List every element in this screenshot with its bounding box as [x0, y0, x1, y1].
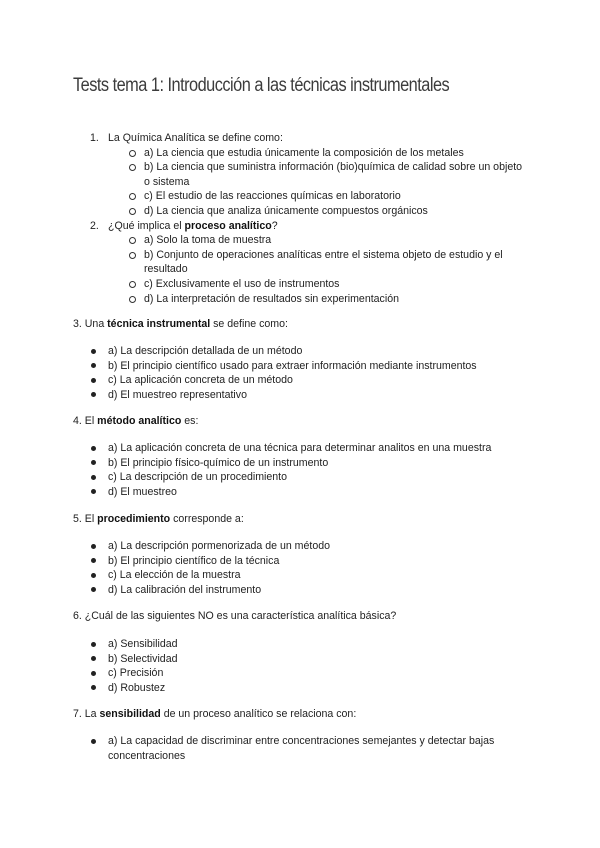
option-4c: c) La descripción de un procedimiento [0, 470, 600, 485]
bullet-icon [91, 378, 96, 383]
option-3a: a) La descripción detallada de un método [0, 344, 600, 359]
bullet-icon [91, 685, 96, 690]
bullet-icon [91, 446, 96, 451]
question-4-options [0, 441, 600, 499]
option-3c: c) La aplicación concreta de un método [0, 373, 600, 388]
question-text: 5. El procedimiento corresponde a: [73, 513, 244, 525]
hollow-bullet-icon [129, 164, 136, 171]
option-6c: c) Precisión [0, 666, 600, 681]
bullet-icon [91, 671, 96, 676]
question-text: 6. ¿Cuál de las siguientes NO es una característica analítica básica? [73, 610, 397, 622]
hollow-bullet-icon [129, 237, 136, 244]
option-1d: d) La ciencia que analiza únicamente compuestos orgánicos [0, 204, 600, 219]
option-2a: a) Solo la toma de muestra [0, 233, 600, 248]
option-1a: a) La ciencia que estudia únicamente la composición de los metales [0, 146, 600, 161]
question-3 [0, 317, 600, 332]
question-6 [0, 609, 600, 624]
bullet-icon [91, 573, 96, 578]
bullet-icon [91, 739, 96, 744]
option-4d: d) El muestreo [0, 485, 600, 500]
question-6-options [0, 637, 600, 695]
hollow-bullet-icon [129, 252, 136, 259]
hollow-bullet-icon [129, 208, 136, 215]
option-6d: d) Robustez [0, 681, 600, 696]
question-text: 3. Una técnica instrumental se define como: [73, 318, 288, 330]
option-3b: b) El principio científico usado para extraer información mediante instrumentos [0, 359, 600, 374]
question-7-options [0, 734, 600, 763]
option-6b: b) Selectividad [0, 652, 600, 667]
bullet-icon [91, 656, 96, 661]
question-text: 4. El método analítico es: [73, 415, 199, 427]
bullet-icon [91, 475, 96, 480]
question-5 [0, 512, 600, 527]
question-text: La Química Analítica se define como: [108, 132, 283, 144]
hollow-bullet-icon [129, 193, 136, 200]
option-1b: b) La ciencia que suministra información (bio)química de calidad sobre un objeto o sistema [0, 160, 600, 189]
bullet-icon [91, 642, 96, 647]
question-7 [0, 707, 600, 722]
question-number: 2. [90, 219, 99, 232]
bullet-icon [91, 392, 96, 397]
page-title: Tests tema 1: Introducción a las técnicas instrumentales [73, 75, 450, 96]
question-text: ¿Qué implica el proceso analítico? [108, 219, 278, 232]
question-text: 7. La sensibilidad de un proceso analítico se relaciona con: [73, 708, 357, 720]
option-5d: d) La calibración del instrumento [0, 583, 600, 598]
option-7a: a) La capacidad de discriminar entre concentraciones semejantes y detectar bajas concentraciones [0, 734, 600, 763]
option-3d: d) El muestreo representativo [0, 388, 600, 403]
option-6a: a) Sensibilidad [0, 637, 600, 652]
hollow-bullet-icon [129, 281, 136, 288]
option-5c: c) La elección de la muestra [0, 568, 600, 583]
question-5-options [0, 539, 600, 597]
option-4b: b) El principio físico-químico de un instrumento [0, 456, 600, 471]
option-1c: c) El estudio de las reacciones químicas en laboratorio [0, 189, 600, 204]
option-2c: c) Exclusivamente el uso de instrumentos [0, 277, 600, 292]
bullet-icon [91, 558, 96, 563]
hollow-bullet-icon [129, 150, 136, 157]
question-2 [0, 219, 600, 234]
question-number: 1. [90, 132, 99, 144]
option-2d: d) La interpretación de resultados sin experimentación [0, 292, 600, 307]
question-1 [0, 131, 600, 146]
hollow-bullet-icon [129, 296, 136, 303]
option-5a: a) La descripción pormenorizada de un método [0, 539, 600, 554]
bullet-icon [91, 489, 96, 494]
bullet-icon [91, 349, 96, 354]
bullet-icon [91, 544, 96, 549]
option-5b: b) El principio científico de la técnica [0, 554, 600, 569]
bullet-icon [91, 363, 96, 368]
option-2b: b) Conjunto de operaciones analíticas entre el sistema objeto de estudio y el resultado [0, 248, 600, 277]
question-4 [0, 414, 600, 429]
bullet-icon [91, 587, 96, 592]
numbered-list [0, 131, 600, 306]
option-4a: a) La aplicación concreta de una técnica para determinar analitos en una muestra [0, 441, 600, 456]
question-3-options [0, 344, 600, 402]
bullet-icon [91, 460, 96, 465]
